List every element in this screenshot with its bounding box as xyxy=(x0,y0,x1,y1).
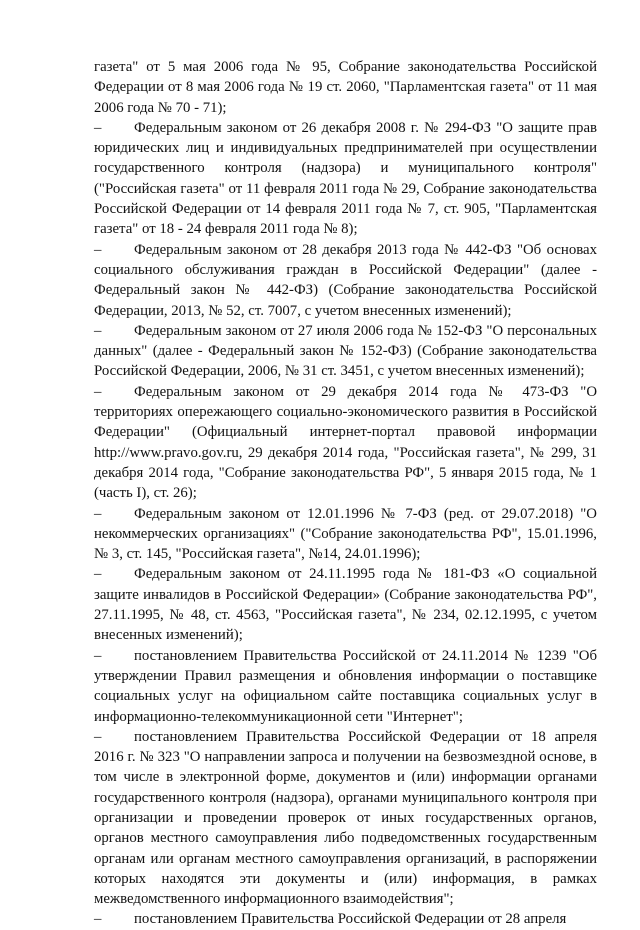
bullet-dash: – xyxy=(94,566,102,583)
bullet-dash: – xyxy=(94,911,102,928)
list-item-text: Федеральным законом от 26 декабря 2008 г. № 294-ФЗ "О защите прав юридических лиц и индивидуальных предпринимателей при осуществлении государственного контроля (надзора) и муниципального контроля" ("Российская газета" от 11 февраля 2011 года № 29, Собрание законодательства Российской Федерации от 14 февраля 2011 года № 7, ст. 905, "Парламентская газета" от 18 - 24 февраля 2011 года № 8); xyxy=(94,119,597,238)
list-item xyxy=(94,321,597,382)
continuation-paragraph: газета" от 5 мая 2006 года № 95, Собрание законодательства Российской Федерации от 8 мая 2006 года № 19 ст. 2060, "Парламентская газета" от 11 мая 2006 года № 70 - 71); xyxy=(94,59,597,116)
bullet-dash: – xyxy=(94,119,102,136)
list-item-text: Федеральным законом от 28 декабря 2013 года № 442-ФЗ "Об основах социального обслуживания граждан в Российской Федерации" (далее - Федеральный закон № 442-ФЗ) (Собрание законодательства Российской Федерации, 2013, № 52, ст. 7007, с учетом внесенных изменений); xyxy=(94,241,597,319)
list-item xyxy=(94,118,597,240)
list-item-text: Федеральным законом от 12.01.1996 № 7-ФЗ (ред. от 29.07.2018) "О некоммерческих организациях" ("Собрание законодательства РФ", 15.01.1996, № 3, ст. 145, "Российская газета", №14, 24.01.1996); xyxy=(94,505,597,563)
list-item xyxy=(94,727,597,910)
list-item xyxy=(94,564,597,645)
list-item xyxy=(94,382,597,504)
list-item-text: Федеральным законом от 29 декабря 2014 года № 473-ФЗ "О территориях опережающего социально-экономического развития в Российской Федерации" (Официальный интернет-портал правовой информации http://www.pravo.gov.ru, 29 декабря 2014 года, "Российская газета", № 299, 31 декабря 2014 года, "Собрание законодательства РФ", 5 января 2015 года, № 1 (часть I), ст. 26); xyxy=(94,383,597,502)
list-item xyxy=(94,909,597,929)
bullet-dash: – xyxy=(94,241,102,258)
list-item-text: Федеральным законом от 27 июля 2006 года № 152-ФЗ "О персональных данных" (далее - Федеральный закон № 152-ФЗ) (Собрание законодательства Российской Федерации, 2006, № 31 ст. 3451, с учетом внесенных изменений); xyxy=(94,322,597,380)
document-page xyxy=(94,57,597,930)
list-item-text: Федеральным законом от 24.11.1995 года № 181-ФЗ «О социальной защите инвалидов в Российской Федерации» (Собрание законодательства РФ", 27.11.1995, № 48, ст. 4563, "Российская газета", № 234, 02.12.1995, с учетом внесенных изменений); xyxy=(94,566,597,644)
list-item xyxy=(94,240,597,321)
bullet-dash: – xyxy=(94,383,102,400)
bullet-dash: – xyxy=(94,505,102,522)
list-item-text: постановлением Правительства Российской Федерации от 18 апреля 2016 г. № 323 "О направлении запроса и получении на безвозмездной основе, в том числе в электронной форме, документов и (или) информации органами государственного контроля (надзора), органами муниципального контроля при организации и проведении проверок от иных государственных органов, органов местного самоуправления либо подведомственных государственным органам или органам местного самоуправления организаций, в распоряжении которых находятся эти документы и (или) информация, в рамках межведомственного информационного взаимодействия"; xyxy=(94,728,597,908)
bullet-dash: – xyxy=(94,647,102,664)
list-item-text: постановлением Правительства Российской от 24.11.2014 № 1239 "Об утверждении Правил размещения и обновления информации о поставщике социальных услуг на официальном сайте поставщика социальных услуг в информационно-телекоммуникационной сети "Интернет"; xyxy=(94,647,597,725)
bullet-dash: – xyxy=(94,322,102,339)
list-item-text: постановлением Правительства Российской Федерации от 28 апреля xyxy=(134,911,567,928)
list-item xyxy=(94,504,597,565)
bullet-dash: – xyxy=(94,728,102,745)
list-item xyxy=(94,646,597,727)
